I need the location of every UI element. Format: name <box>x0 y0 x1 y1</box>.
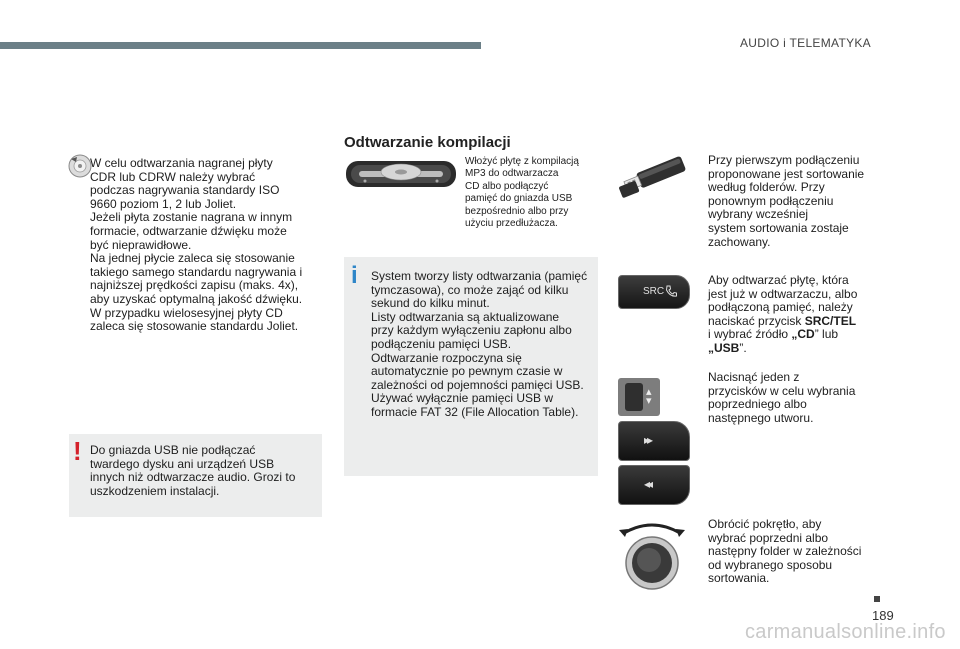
src-instructions-text: Aby odtwarzać płytę, która jest już w odtwarzaczu, albo podłączoną pamięć, należy naciskać przycisk SRC/TEL i wybrać źródło „CD” lub „USB”. <box>708 273 858 355</box>
src-button-label: SRC <box>643 286 665 297</box>
control-button <box>625 383 643 411</box>
src-button-image <box>618 275 690 309</box>
watermark: carmanualsonline.info <box>745 621 946 643</box>
info-text: System tworzy listy odtwarzania (pamięć tymczasowa), co może zająć od kilku sekund do kilku minut. Listy odtwarzania są aktualizowane przy każdym wyłączeniu zapłonu albo podłączeniu pamięci USB. Odtwarzanie rozpoczyna się automatycznie po pewnym czasie w zależności od pojemności pamięci USB. Używać wyłącznie pamięci USB w formacie FAT 32 (File Allocation Table). <box>371 269 588 419</box>
info-icon: i <box>351 262 358 289</box>
cd-player-image <box>345 159 457 189</box>
usb-sorting-text: Przy pierwszym podłączeniu proponowane jest sortowanie według folderów. Przy ponownym podłączeniu wybrany wcześniej system sortowania zostaje zachowany. <box>708 153 865 249</box>
warning-icon: ! <box>73 436 82 466</box>
rewind-icon: ◂◂ <box>644 477 651 491</box>
section-title: AUDIO i TELEMATYKA <box>740 36 871 50</box>
forward-icon: ▸▸ <box>644 433 651 447</box>
page-marker <box>874 596 880 602</box>
forward-button-image <box>618 421 690 461</box>
rewind-button-image <box>618 465 690 505</box>
rotary-knob-image <box>616 519 688 591</box>
section-heading: Odtwarzanie kompilacji <box>344 134 511 151</box>
header-bar <box>0 42 481 49</box>
cd-icon <box>68 154 92 178</box>
usb-stick-image <box>616 153 692 199</box>
phone-icon <box>665 285 677 298</box>
usb-source: „USB <box>708 340 740 355</box>
cd-standards-text: W celu odtwarzania nagranej płyty CDR lub CDRW należy wybrać podczas nagrywania standardy ISO 9660 poziom 1, 2 lub Joliet. Jeżeli płyta zostanie nagrana w innym formacie, odtwarzanie dźwięku może być nieprawidłowe. Na jednej płycie zaleca się stosowanie takiego samego standardu nagrywania i najniższej prędkości zapisu (maks. 4x), aby uzyskać optymalną jakość dźwięku. W przypadku wielosesyjnej płyty CD zaleca się stosowanie standardu Joliet. <box>90 156 303 334</box>
warning-text: Do gniazda USB nie podłączać twardego dysku ani urządzeń USB innych niż odtwarzacze audio. Grozi to uszkodzeniem instalacji. <box>90 443 296 498</box>
knob-instructions-text: Obrócić pokrętło, aby wybrać poprzedni albo następny folder w zależności od wybranego sposobu sortowania. <box>708 517 862 586</box>
src-tel-key: SRC/TEL <box>804 313 857 328</box>
steering-control-image <box>618 378 660 416</box>
cd-source: „CD <box>791 327 815 342</box>
insert-disc-text: Włożyć płytę z kompilacją MP3 do odtwarzacza CD albo podłączyć pamięć do gniazda USB bezpośrednio albo przy użyciu przedłużacza. <box>465 156 579 230</box>
up-down-arrows-icon: ▴ ▾ <box>646 386 652 407</box>
page-number: 189 <box>872 608 894 623</box>
track-select-text: Nacisnąć jeden z przycisków w celu wybrania poprzedniego albo następnego utworu. <box>708 370 856 425</box>
